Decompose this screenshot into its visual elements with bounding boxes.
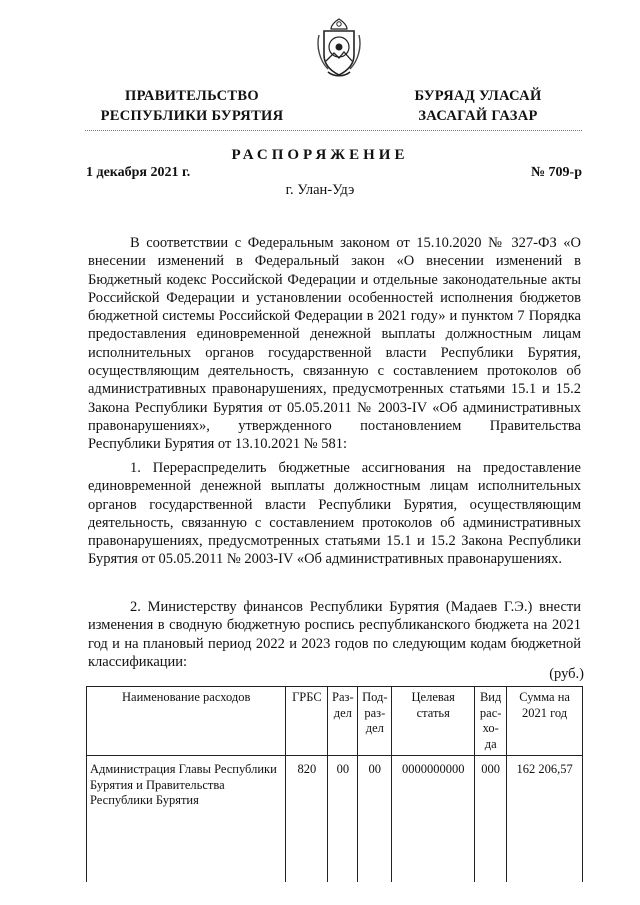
document-date: 1 декабря 2021 г. [86, 165, 191, 180]
clause-1-paragraph: 1. Перераспределить бюджетные ассигнования на предоставление единовременной денежной выплаты должностным лицам исполнительных органов государственной власти Республики Бурятия, осуществляющим деятельность, связанную с составлением протоколов об административных правонарушениях, предусмотренных статьями 15.1 и 15.2 Закона Республики Бурятия от 05.05.2011 № 2003-IV «Об административных правонарушениях. [88, 460, 581, 568]
cell-name: Администрация Главы Республики Бурятия и Правительства Республики Бурятия [87, 760, 286, 812]
org-line-1: БУРЯАД УЛАСАЙ [414, 88, 542, 104]
preamble-paragraph: В соответствии с Федеральным законом от 15.10.2020 № 327-ФЗ «О внесении изменений в Федеральный закон «О внесении изменений в Бюджетный кодекс Российской Федерации и отдельные законодательные акты Российской Федерации и установлении особенностей исполнения бюджетов бюджетной системы Российской Федерации в 2021 году» и пунктом 7 Порядка предоставления единовременной денежной выплаты должностным лицам исполнительных органов государственной власти Республики Бурятия, осуществляющим деятельность, связанную с составлением протоколов об административных правонарушениях, предусмотренных статьями 15.1 и 15.2 Закона Республики Бурятия от 05.05.2011 № 2003-IV «Об административных правонарушениях», утвержденного постановлением Правительства Республики Бурятия от 13.10.2021 № 581: [88, 235, 581, 453]
clause-2-paragraph: 2. Министерству финансов Республики Бурятия (Мадаев Г.Э.) внести изменения в сводную бюджетную роспись республиканского бюджета на 2021 год и на плановый период 2022 и 2023 годов по следующим кодам бюджетной классификации: [88, 599, 581, 670]
currency-unit-label: (руб.) [549, 666, 584, 682]
budget-table [86, 686, 583, 882]
header-name: Наименование расходов [87, 687, 286, 756]
org-line-2: ЗАСАГАЙ ГАЗАР [418, 108, 538, 124]
document-title: РАСПОРЯЖЕНИЕ [231, 147, 409, 163]
header-razdel: Раз-дел [328, 687, 358, 756]
document-number: № 709-р [530, 165, 582, 180]
header-podrazdel: Под-раз-дел [358, 687, 392, 756]
cell-grbs: 820 [286, 760, 328, 812]
header-grbs: ГРБС [286, 687, 328, 756]
cell-podrazdel: 00 [358, 760, 392, 812]
document-city: г. Улан-Удэ [285, 182, 355, 198]
org-line-2: РЕСПУБЛИКИ БУРЯТИЯ [100, 108, 284, 124]
header-sum: Сумма на 2021 год [507, 687, 583, 756]
government-name-russian [82, 86, 302, 126]
cell-vid: 000 [475, 760, 507, 812]
coat-of-arms-emblem [316, 17, 362, 79]
table-header-row [87, 687, 583, 756]
government-name-buryat [398, 86, 558, 126]
header-divider [85, 130, 582, 131]
cell-sum: 162 206,57 [507, 760, 583, 812]
cell-razdel: 00 [328, 760, 358, 812]
table-row [87, 760, 583, 812]
header-vid: Вид рас-хо-да [475, 687, 507, 756]
header-target: Целевая статья [392, 687, 475, 756]
cell-target: 0000000000 [392, 760, 475, 812]
org-line-1: ПРАВИТЕЛЬСТВО [125, 88, 259, 104]
